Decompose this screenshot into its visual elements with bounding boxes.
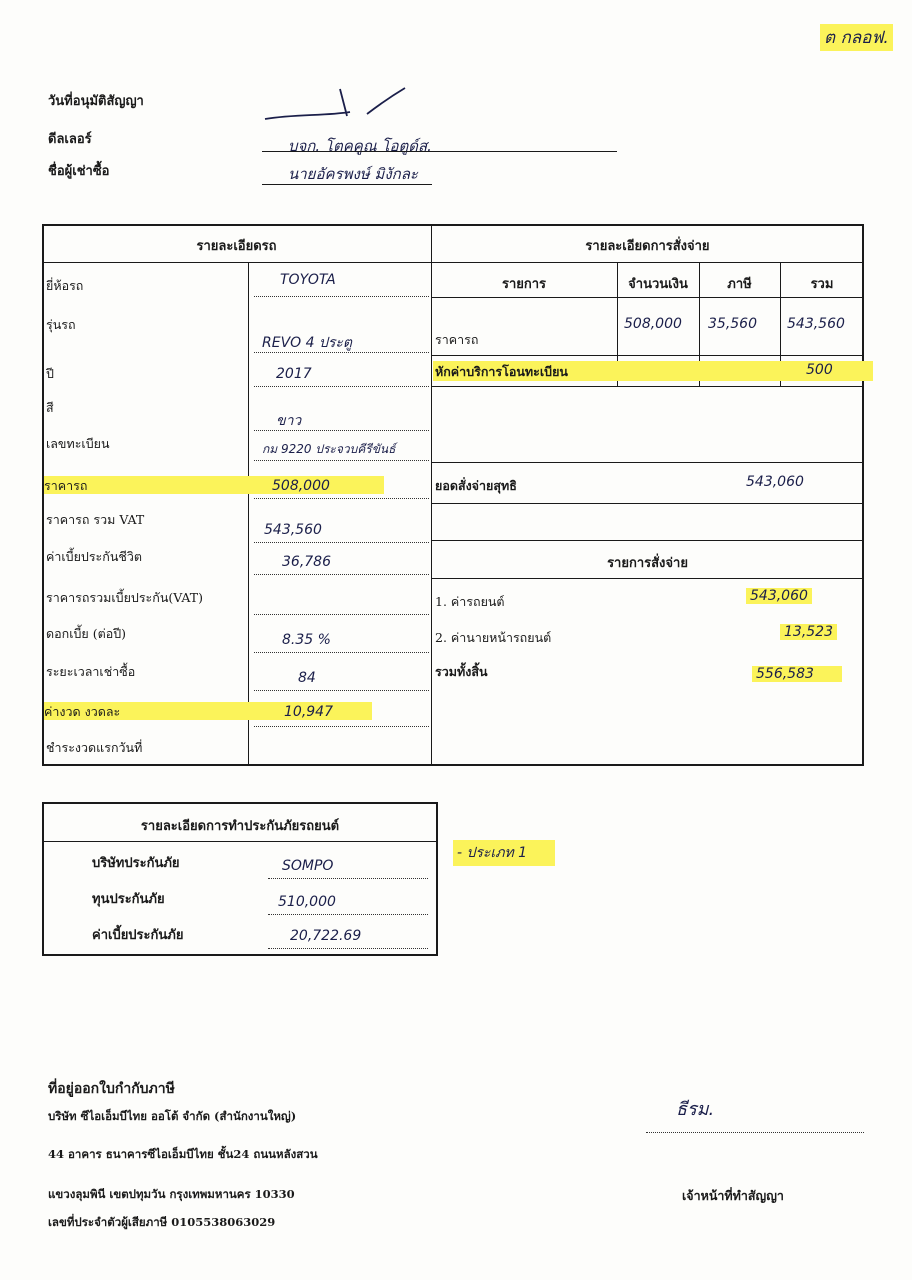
dotted-line xyxy=(254,542,429,543)
insurance-side-note: - ประเภท 1 xyxy=(453,840,555,866)
dotted-line xyxy=(254,460,429,461)
car-row-value: 10,947 xyxy=(284,704,333,720)
car-row-value: 84 xyxy=(298,670,316,686)
insurance-row-value: SOMPO xyxy=(282,858,334,874)
pay-col-header-line xyxy=(431,297,864,298)
car-details-title: รายละเอียดรถ xyxy=(196,239,277,254)
car-label-divider xyxy=(248,262,249,766)
insurance-header-divider xyxy=(42,841,438,842)
car-row-value: 543,560 xyxy=(264,522,322,538)
tax-address-line: เลขที่ประจำตัวผู้เสียภาษี 0105538063029 xyxy=(48,1215,276,1229)
dealer-value: บจก. โตคคูณ โอตูด์ส. xyxy=(288,137,432,155)
tax-address-line: 44 อาคาร ธนาคารซีไอเอ็มบีไทย ชั้น24 ถนนหลังสวน xyxy=(48,1147,318,1161)
car-row-value: กม 9220 ประจวบคีรีขันธ์ xyxy=(262,442,396,456)
insurance-row-label: ทุนประกันภัย xyxy=(92,892,165,907)
dotted-line xyxy=(254,652,429,653)
car-price-total: 543,560 xyxy=(787,316,845,332)
pay-row-line-1 xyxy=(431,355,864,356)
car-row-value: 8.35 % xyxy=(282,632,331,648)
car-row-value: TOYOTA xyxy=(280,272,336,288)
fee-label: หักค่าบริการโอนทะเบียน xyxy=(435,364,568,379)
car-row-label: ราคารถ xyxy=(44,476,384,494)
lessee-label: ชื่อผู้เช่าซื้อ xyxy=(48,164,110,179)
pay-col-amount: จำนวนเงิน xyxy=(628,277,688,292)
order-value: 556,583 xyxy=(752,666,842,682)
dotted-line xyxy=(254,386,429,387)
insurance-title: รายละเอียดการทำประกันภัยรถยนต์ xyxy=(140,819,340,834)
pay-row-line-3 xyxy=(431,462,864,463)
dotted-line xyxy=(268,948,428,949)
dotted-line xyxy=(254,726,429,727)
net-label: ยอดสั่งจ่ายสุทธิ xyxy=(435,478,517,493)
pay-col-total: รวม xyxy=(810,277,834,292)
dotted-line xyxy=(268,878,428,879)
insurance-row-value: 510,000 xyxy=(278,894,336,910)
scribble-mark xyxy=(255,84,435,129)
car-row-label: ราคารถ รวม VAT xyxy=(46,512,145,527)
car-row-label: เลขทะเบียน xyxy=(46,436,110,451)
order-label: 2. ค่านายหน้ารถยนต์ xyxy=(435,630,552,645)
car-row-value: ขาว xyxy=(276,413,302,429)
car-row-value: 508,000 xyxy=(272,478,330,494)
officer-signature: ธีรม. xyxy=(676,1099,715,1120)
car-row-label: ระยะเวลาเช่าซื้อ xyxy=(46,664,136,679)
pay-col-tax: ภาษี xyxy=(727,277,752,292)
dotted-line xyxy=(254,296,429,297)
dotted-line xyxy=(268,914,428,915)
insurance-row-label: ค่าเบี้ยประกันภัย xyxy=(92,928,184,943)
car-row-label: ราคารถรวมเบี้ยประกัน(VAT) xyxy=(46,590,203,605)
car-row-value: 36,786 xyxy=(282,554,331,570)
car-price-amount: 508,000 xyxy=(624,316,682,332)
main-header-divider xyxy=(42,262,864,263)
dotted-line xyxy=(254,498,429,499)
dealer-underline xyxy=(262,151,617,152)
tax-address-line: บริษัท ซีไอเอ็มบีไทย ออโต้ จำกัด (สำนักงานใหญ่) xyxy=(48,1109,297,1123)
car-row-value: REVO 4 ประตู xyxy=(262,335,352,351)
dotted-line xyxy=(254,352,429,353)
car-row-value: 2017 xyxy=(276,366,312,382)
dotted-line xyxy=(254,690,429,691)
dotted-line xyxy=(254,430,429,431)
net-value: 543,060 xyxy=(746,474,804,490)
dealer-label: ดีลเลอร์ xyxy=(48,132,92,147)
corner-note: ต กลอฟ. xyxy=(820,24,893,51)
car-row-label: สี xyxy=(46,400,54,415)
lessee-value: นายอัครพงษ์ มิงักละ xyxy=(288,165,418,183)
car-row-label: รุ่นรถ xyxy=(46,317,76,332)
pay-row-line-5 xyxy=(431,540,864,541)
main-center-divider xyxy=(431,224,432,766)
tax-address-line: แขวงลุมพินี เขตปทุมวัน กรุงเทพมหานคร 10330 xyxy=(48,1187,295,1201)
payment-details-title: รายละเอียดการสั่งจ่าย xyxy=(585,239,710,254)
pay-row-line-4 xyxy=(431,503,864,504)
tax-address-title: ที่อยู่ออกใบกำกับภาษี xyxy=(48,1081,175,1097)
signature-dotted-line xyxy=(646,1132,864,1133)
officer-label: เจ้าหน้าที่ทำสัญญา xyxy=(682,1188,784,1203)
car-row-label: ชำระงวดแรกวันที่ xyxy=(46,740,143,755)
orders-title: รายการสั่งจ่าย xyxy=(607,556,688,571)
approval-date-label: วันที่อนุมัติสัญญา xyxy=(48,94,144,109)
lessee-underline xyxy=(262,184,432,185)
dotted-line xyxy=(254,574,429,575)
car-row-label: ดอกเบี้ย (ต่อปี) xyxy=(46,626,127,641)
car-row-label: ค่าเบี้ยประกันชีวิต xyxy=(46,549,143,564)
order-value: 543,060 xyxy=(746,588,812,604)
order-value: 13,523 xyxy=(780,624,837,640)
pay-row-line-2 xyxy=(431,386,864,387)
car-row-label: ยี่ห้อรถ xyxy=(46,278,84,293)
car-row-label: ปี xyxy=(46,366,54,381)
pay-row-line-6 xyxy=(431,578,864,579)
order-label: รวมทั้งสิ้น xyxy=(435,664,488,679)
pay-col-item: รายการ xyxy=(501,277,547,292)
dotted-line xyxy=(254,614,429,615)
car-row-label: ค่างวด งวดละ xyxy=(44,702,372,720)
insurance-row-label: บริษัทประกันภัย xyxy=(92,856,180,871)
insurance-row-value: 20,722.69 xyxy=(290,928,362,944)
order-label: 1. ค่ารถยนต์ xyxy=(435,594,505,609)
car-price-label: ราคารถ xyxy=(435,332,479,347)
car-price-tax: 35,560 xyxy=(708,316,757,332)
fee-total: 500 xyxy=(806,362,833,378)
